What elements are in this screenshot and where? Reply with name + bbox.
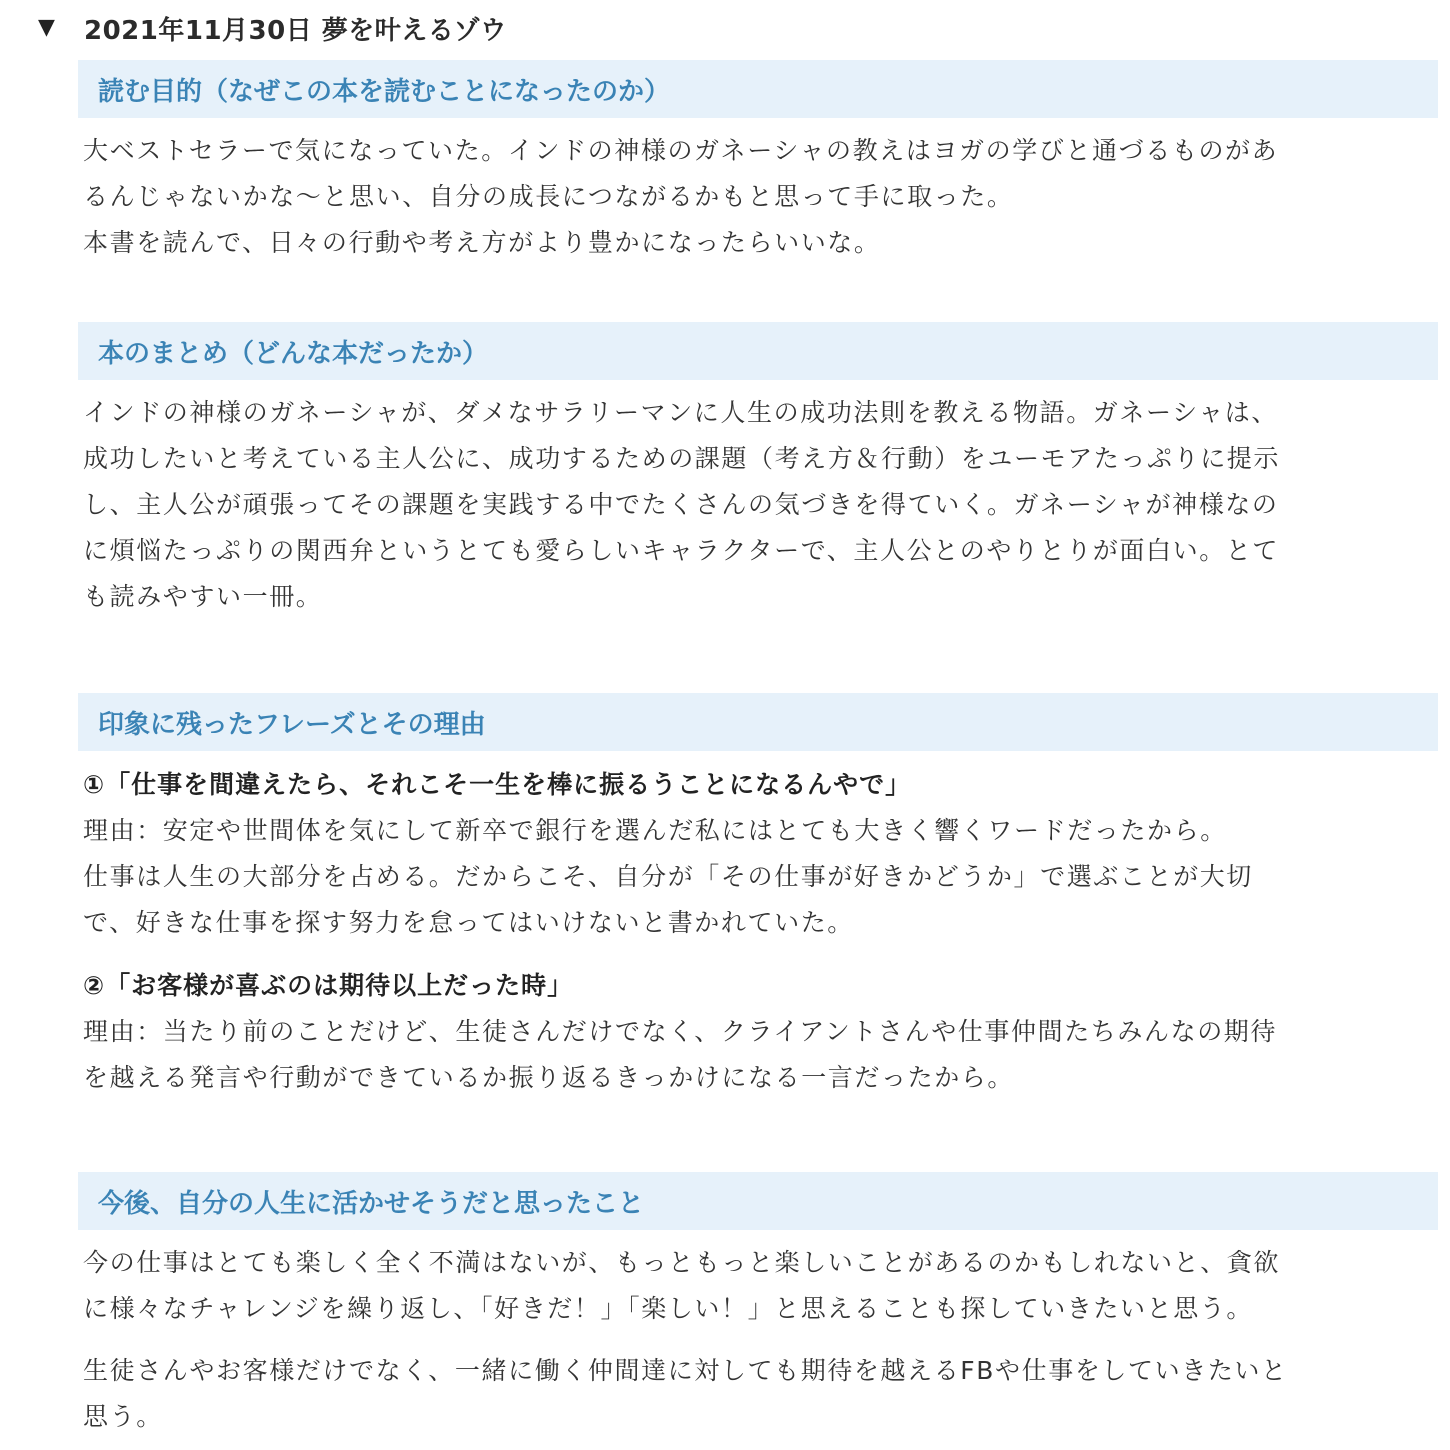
heading-purpose: 読む目的（なぜこの本を読むことになったのか）: [78, 60, 1438, 118]
reason-1-text: [83, 808, 1423, 946]
text-line: に様々なチャレンジを繰り返し、「好きだ！」「楽しい！」と思えることも探していきたいと思う。: [83, 1294, 1254, 1323]
text-line: 思う。: [83, 1402, 163, 1431]
text-line: 大ベストセラーで気になっていた。インドの神様のガネーシャの教えはヨガの学びと通づるものがあ: [83, 136, 1279, 165]
text-line: 理由：当たり前のことだけど、生徒さんだけでなく、クライアントさんや仕事仲間たちみんなの期待: [83, 1017, 1278, 1046]
text-line: も読みやすい一冊。: [83, 582, 323, 611]
phrase-2: ②「お客様が喜ぶのは期待以上だった時」: [83, 971, 574, 1000]
heading-summary: 本のまとめ（どんな本だったか）: [78, 322, 1438, 380]
toggle-arrow-icon[interactable]: ▼: [38, 15, 55, 40]
text-line: インドの神様のガネーシャが、ダメなサラリーマンに人生の成功法則を教える物語。ガネーシャは、: [83, 398, 1279, 427]
text-line: るんじゃないかな〜と思い、自分の成長につながるかもと思って手に取った。: [83, 182, 1014, 211]
text-line: 仕事は人生の大部分を占める。だからこそ、自分が「その仕事が好きかどうか」で選ぶことが大切: [83, 862, 1253, 891]
text-line: し、主人公が頑張ってその課題を実践する中でたくさんの気づきを得ていく。ガネーシャが神様なの: [83, 490, 1279, 519]
text-line: 本書を読んで、日々の行動や考え方がより豊かになったらいいな。: [83, 228, 881, 257]
text-line: 生徒さんやお客様だけでなく、一緒に働く仲間達に対しても期待を越えるFBや仕事をしていきたいと: [83, 1356, 1288, 1385]
heading-phrases: 印象に残ったフレーズとその理由: [78, 693, 1438, 751]
purpose-text: [83, 128, 1423, 266]
text-line: で、好きな仕事を探す努力を怠ってはいけないと書かれていた。: [83, 908, 854, 937]
heading-future: 今後、自分の人生に活かせそうだと思ったこと: [78, 1172, 1438, 1230]
text-line: 今の仕事はとても楽しく全く不満はないが、もっともっと楽しいことがあるのかもしれないと、貪欲: [83, 1248, 1281, 1277]
text-line: 理由：安定や世間体を気にして新卒で銀行を選んだ私にはとても大きく響くワードだったから。: [83, 816, 1227, 845]
future-text-2: [83, 1348, 1423, 1440]
phrase-1: ①「仕事を間違えたら、それこそ一生を棒に振るうことになるんやで」: [83, 770, 912, 799]
reason-2-text: [83, 1009, 1423, 1101]
text-line: 成功したいと考えている主人公に、成功するための課題（考え方＆行動）をユーモアたっぷりに提示: [83, 444, 1281, 473]
text-line: に煩悩たっぷりの関西弁というとても愛らしいキャラクターで、主人公とのやりとりが面白い。とて: [83, 536, 1280, 565]
toggle-title: 2021年11月30日 夢を叶えるゾウ: [84, 15, 507, 46]
summary-text: [83, 390, 1423, 620]
toggle-header[interactable]: [38, 8, 507, 48]
future-text-1: [83, 1240, 1423, 1332]
text-line: を越える発言や行動ができているか振り返るきっかけになる一言だったから。: [83, 1063, 1015, 1092]
